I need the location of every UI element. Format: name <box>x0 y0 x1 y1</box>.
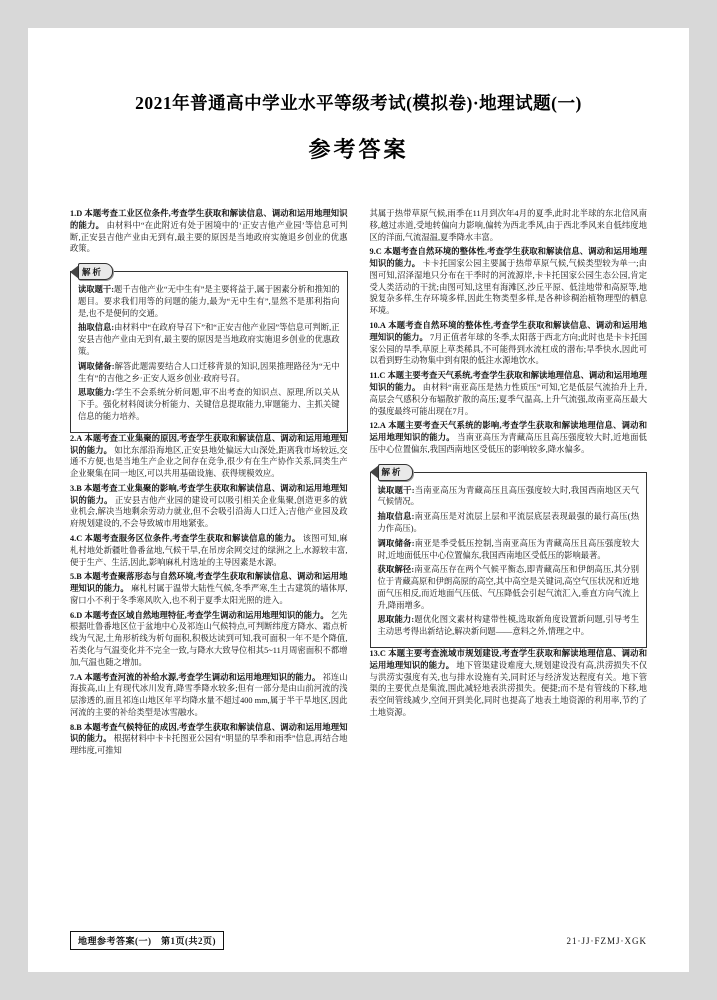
page-margin-bottom <box>0 972 717 1000</box>
analysis-note-header <box>70 263 348 279</box>
answer-lead: 本题考查工业集聚的影响,考查学生获取和解读信息、调动和运用地理知识的能力。 <box>70 483 348 505</box>
analysis-note-header <box>370 464 648 480</box>
note-key: 获取解径: <box>377 565 415 575</box>
note-line <box>378 564 640 611</box>
note-line <box>378 614 640 638</box>
answer-lead: 本题考查区域自然地理特征,考查学生调动和运用地理知识的能力。 <box>84 610 329 620</box>
answer-item <box>70 722 348 757</box>
page-margin-right <box>689 0 717 1000</box>
pencil-icon <box>370 464 648 481</box>
answer-item <box>70 571 348 606</box>
answer-text: 根据材料中卡卡托图亚公园有“明显的早季和雨季”信息,再结合地理纬度,可推知 <box>70 734 348 756</box>
analysis-label: 解析 <box>381 467 403 478</box>
answer-item <box>70 672 348 719</box>
note-key: 思取能力: <box>377 615 415 625</box>
pencil-body <box>378 464 413 481</box>
answer-text: 地下管渠建设难度大,规划建设没有高,洪涝损失不仅与洪涝实强度有关,也与排水设施有关,同时还与经济发达程度有关。地下管渠的主要优点是集流,围此减轻地表洪涝损失。便捷;而不是有管线的下移,地表空间管线减少,空间开到美化,同时也提高了地表土地资源的利用率,节约了土地资源。 <box>369 660 647 717</box>
answer-item <box>70 533 348 568</box>
answer-index: 7.A <box>70 672 83 682</box>
note-value: 题优化图文素材构建带性模,选取新角度设置新问题,引导考生主动思考得出新结论,解决新问题——意料之外,情理之中。 <box>377 615 640 637</box>
answer-lead: 本题考查工业集聚的原因,考查学生获取和解读信息、调动和运用地理知识的能力。 <box>70 433 348 455</box>
note-key: 读取题干: <box>78 285 114 295</box>
note-key: 调取储备: <box>377 538 415 548</box>
note-line <box>378 485 640 509</box>
answer-index: 11.C <box>369 371 386 381</box>
answer-lead: 本题主要考查流域市规划建设,考查学生获取和解读地理信息、调动和运用地理知识的能力。 <box>369 649 648 670</box>
page-margin-top <box>0 0 717 28</box>
note-line <box>378 511 640 535</box>
answer-text: 由材料“南亚高压是热力性质压”可知,它是低层气流抬升上升,高层会气感积分布辐散扩散的高压;夏季气温高,上升气流强,故南亚高压最大的强度最终可能出现在7月。 <box>369 382 647 416</box>
answer-lead: 本题考查聚落形态与自然环境,考查学生获取和解读信息、调动和运用地理知识的能力。 <box>70 572 348 594</box>
note-line <box>78 322 340 357</box>
answer-lead: 本题考查气候特征的成因,考查学生获取和解读信息、调动和运用地理知识的能力。 <box>70 722 348 744</box>
answer-item <box>370 320 648 367</box>
note-value: 学生不会系统分析问题,审不出考查的知识点、原理,所以关从下手。强化材料阅读分析能力、关键信息提取能力,审题能力、主抓关键信息的能力培养。 <box>78 388 340 421</box>
note-value: 当南亚高压为青藏高压且高压强度较大时,我国西南地区天气气候情况。 <box>377 485 639 507</box>
note-value: 解答此题需要结合人口迁移背景的知识,因果推理路径为“无中生有”的吉他之乡·正安人返乡创业·政府号召。 <box>78 361 340 383</box>
answer-index: 8.B <box>70 722 82 732</box>
answer-text: 卡卡托国家公园主要属于热带草原气候,气候类型较为单一;由图可知,沼泽湿地只分布在干季时的河流源岸,卡卡托国家公园生态公园,肯定受人类活动的干扰;由图可知,这里有海滩区,沙丘平原、低洼地带和高原等,地貌复杂多样,生存环境多样,因此生物类型多样,是各种诊稠治植物理型的栖息环境。 <box>369 259 647 316</box>
analysis-note-box <box>370 472 648 648</box>
answer-item <box>370 246 648 317</box>
note-line <box>378 538 640 562</box>
note-value: 南亚高压存在两个气候平衡态,即青藏高压和伊朗高压,其分别位于青藏高原和伊朗高原的高空,其中高空是关键词,高空气压状况和近地面气压相反,而近地面气压低、气压降低会引起气流汇入,垂直方向气流上升,降雨增多。 <box>377 565 640 610</box>
answer-index: 4.C <box>70 533 83 543</box>
answer-text: 其属于热带草原气候,雨季在11月到次年4月的夏季,此时北半球的东北信风南移,越过赤道,受地转偏向力影响,偏转为西北季风,由于西北季风来自低纬度地区的洋面,气流湿温,夏季降水丰富。 <box>369 209 647 242</box>
pencil-icon <box>70 263 348 280</box>
note-line <box>78 361 340 385</box>
note-value: 题千吉他产业“无中生有”是主要将益于,属于困素分析和推知的题目。要求我们用等的问题的能力,最为“无中生有”,显然不是那利指向是,也不是便何的交通。 <box>78 285 340 318</box>
answer-text: 7月正值者年球的冬季,太阳落于西北方向;此时也是卡卡托国家公园的旱季,草原上草类稀具,不可能得到水流杠成的潜布;旱季快水,因此可以看到野生动物集中到有限的低注水源地饮水。 <box>369 332 647 366</box>
answer-text: 正安县吉他产业园的建设可以吸引相关企业集聚,创造更多的就业机会,解决当地剩余劳动力就业,但不会吸引沿海人口迁入;吉他产业园及政府规划建设的,不会导致城市用地紧张。 <box>70 495 348 529</box>
answer-lead: 本题考查自然环境的整体性,考查学生获取和解读信息、调动和运用地理知识的能力。 <box>369 247 648 269</box>
answer-text: 由材料中“在此附近有处于困境中的‘正安吉他产业园’等信息可判断,正安县吉他产业由无到有,最主要的原因是当地政府实施退乡创业的优惠政策。 <box>70 220 348 254</box>
note-key: 抽取信息: <box>377 512 415 522</box>
answer-item <box>370 648 648 719</box>
pencil-body <box>78 263 113 280</box>
answer-text: 祁连山海拔高,山上有现代冰川发育,降雪季降水较多;但有一部分是由山前河流的浅层渗透的,面且祁连山地区年平均降水量不超过400 mm,属于半干旱地区,因此河流的主要的补给类型是冰雪融水。 <box>70 672 348 717</box>
answer-text: 乞先根据吐鲁番地区位于盆地中心及祁连山气候特点,可判断纬度方降水、霜点析线为气泥,土角形析线为析句面积,积极达读到可知,我可面积一年不是个降值,若类化与气温变化并不完全一致,与降水大致导位相其5~11月周密面积不都增加,气温也随之增加。 <box>70 610 348 667</box>
answer-index: 3.B <box>70 483 82 493</box>
note-value: 南亚是季受低压控制,当南亚高压为青藏高压且高压强度较大时,近地面低压中心位置偏东,我国西南地区受低压的影响最著。 <box>377 538 639 560</box>
answer-text: 麻札村属于温带大陆性气候,冬季严寒,生土古建筑的墙体厚,窗口小不利于冬季寒风吹入,也不利于夏季太阳光照的进入。 <box>70 584 348 605</box>
answer-index: 12.A <box>369 421 386 431</box>
answer-index: 5.B <box>70 572 82 582</box>
note-line <box>78 284 340 319</box>
footer-page-label: 地理参考答案(一) 第1页(共2页) <box>70 931 224 950</box>
footer-code: 21·JJ·FZMJ·XGK <box>566 935 647 946</box>
answer-text: 该图可知,麻札村地处新疆吐鲁番盆地,气候干旱,在吊房余网交过的绿洲之上,水源较丰富,便于生产、生活,因此,影响麻札村选址的主导因素是水源。 <box>70 533 348 567</box>
analysis-note-box <box>70 271 348 433</box>
two-column-body <box>70 208 647 916</box>
note-value: 南亚高压是对流层上层和平流层底层表现最强的最行高压(热力作高压)。 <box>377 512 640 533</box>
answer-lead: 本题考查自然环境的整体性,考查学生获取和解读信息、调动和运用地理知识的能力。 <box>369 321 648 342</box>
column-left <box>70 208 348 916</box>
column-right <box>370 208 648 916</box>
answer-item <box>70 483 348 530</box>
answer-index: 2.A <box>70 433 83 443</box>
analysis-label: 解析 <box>82 266 104 277</box>
answer-lead: 本题考查服务区位条件,考查学生获取和解读信息的能力。 <box>84 533 301 543</box>
answer-item <box>70 208 348 255</box>
answer-item <box>370 208 648 243</box>
answer-index: 6.D <box>70 610 83 620</box>
answer-lead: 本题考查河流的补给水源,考查学生调动和运用地理知识的能力。 <box>84 672 321 682</box>
page-title: 2021年普通高中学业水平等级考试(模拟卷)·地理试题(一) <box>135 93 582 113</box>
answer-lead: 本题考查工业区位条件,考查学生获取和解读信息、调动和运用地理知识的能力。 <box>70 209 348 230</box>
answer-item <box>370 370 648 417</box>
answer-lead: 本题主要考查天气系统的影响,考查学生获取和解读地理信息、调动和运用地理知识的能力。 <box>369 421 648 443</box>
page-subtitle: 参考答案 <box>308 137 409 162</box>
answer-text: 当南亚高压为青藏高压且高压强度较大时,近地面低压中心位置偏东,我国西南地区受低压的影响较多,降水偏多。 <box>369 433 647 454</box>
note-line <box>78 387 340 422</box>
paper-sheet <box>28 28 689 972</box>
answer-item <box>70 433 348 480</box>
answer-index: 13.C <box>369 649 386 658</box>
answer-item <box>70 610 348 669</box>
note-key: 抽取信息: <box>78 323 115 333</box>
note-key: 调取储备: <box>78 361 115 371</box>
note-value: 由材料中“在政府导召下”和“正安吉他产业园”等信息可判断,正安县吉他产业由无到有,最主要的原因是当地政府实施退乡创业的优惠政策。 <box>78 323 340 357</box>
answer-index: 10.A <box>369 321 386 331</box>
answer-text: 如比东部沿海地区,正安县地处偏远大山深处,距离我市场较远,交通不方便,也是当地生产企业之间存在竞争,很少有在生产协作关系,同类生产企业聚集在同一地区,可以共用基础设施、获得规模效应。 <box>70 445 348 479</box>
page-footer <box>70 931 647 950</box>
answer-lead: 本题主要考查天气系统,考查学生获取和解读地理信息、调动和运用地理知识的能力。 <box>369 371 648 392</box>
note-key: 读取题干: <box>377 485 415 495</box>
page-margin-left <box>0 0 28 1000</box>
answer-item <box>370 420 648 455</box>
note-key: 思取能力: <box>78 388 115 398</box>
answer-index: 9.C <box>369 247 382 257</box>
answer-index: 1.D <box>70 209 83 218</box>
